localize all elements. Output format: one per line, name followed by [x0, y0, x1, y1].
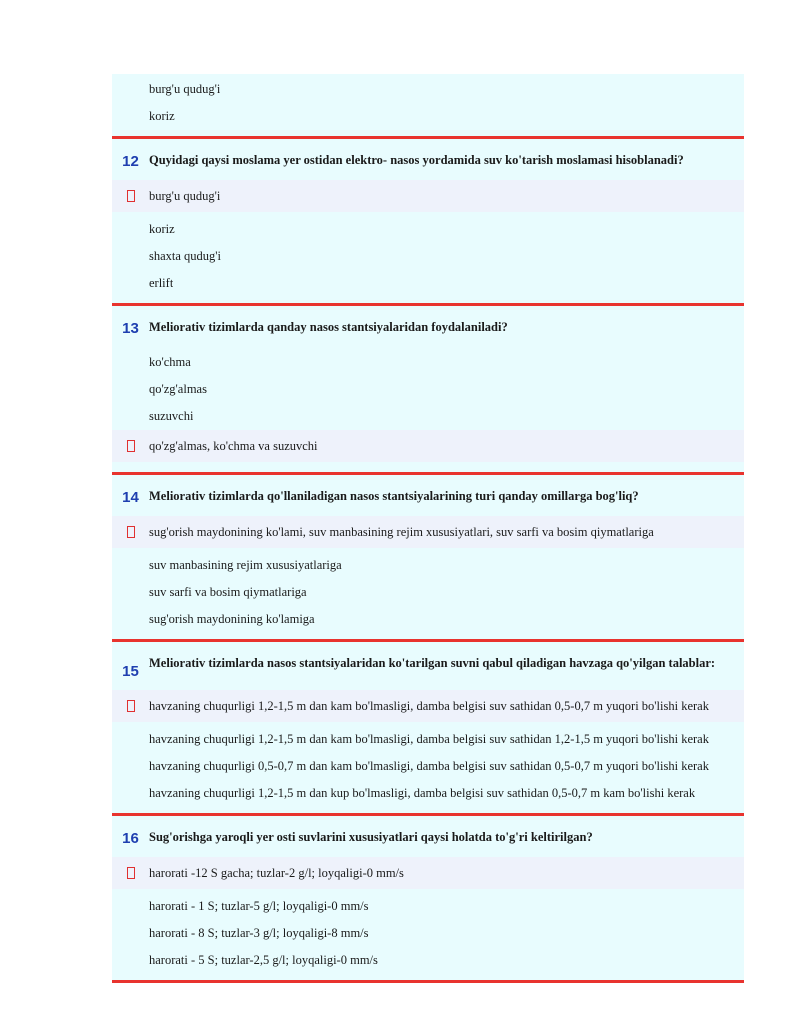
question-text: Sug'orishga yaroqli yer osti suvlarini xususiyatlari qaysi holatda to'g'ri keltirilgan?	[149, 830, 593, 844]
question-header	[112, 642, 744, 686]
option-text: havzaning chuqurligi 1,2-1,5 m dan kam bo'lmasligi, damba belgisi suv sathidan 0,5-0,7 m yuqori bo'lishi kerak	[149, 698, 709, 713]
answer-option[interactable]	[112, 216, 744, 243]
answer-option[interactable]	[112, 243, 744, 270]
question-11-continuation	[112, 74, 744, 136]
question-text: Meliorativ tizimlarda qanday nasos stantsiyalaridan foydalaniladi?	[149, 320, 508, 334]
answer-option[interactable]	[112, 403, 744, 430]
answer-option-correct[interactable]	[112, 430, 744, 462]
option-text: koriz	[149, 222, 175, 236]
question-header	[112, 475, 744, 512]
answer-option[interactable]	[112, 947, 744, 974]
missing-glyph-box-icon	[112, 440, 149, 453]
answer-option-correct[interactable]	[112, 516, 744, 548]
answer-option[interactable]	[112, 270, 744, 297]
answer-option[interactable]	[112, 552, 744, 579]
question-header	[112, 139, 744, 176]
answer-option[interactable]	[112, 753, 744, 780]
question-text: Meliorativ tizimlarda nasos stantsiyalaridan ko'tarilgan suvni qabul qiladigan havzaga qo'yilgan talablar:	[149, 656, 716, 670]
missing-glyph-box-icon	[112, 700, 149, 713]
option-text: burg'u qudug'i	[149, 82, 221, 96]
answer-option-correct[interactable]	[112, 690, 744, 722]
answer-option-correct[interactable]	[112, 180, 744, 212]
option-text: koriz	[149, 109, 175, 123]
question-number: 13	[122, 320, 139, 337]
option-text: burg'u qudug'i	[149, 188, 221, 203]
answer-option-correct[interactable]	[112, 857, 744, 889]
question-13	[112, 306, 744, 472]
missing-glyph-box-icon	[112, 867, 149, 880]
option-text: sug'orish maydonining ko'lamiga	[149, 612, 315, 626]
answer-option[interactable]	[112, 579, 744, 606]
answer-option[interactable]	[112, 349, 744, 376]
question-number: 12	[122, 153, 139, 170]
question-header	[112, 816, 744, 853]
option-text: suv manbasining rejim xususiyatlariga	[149, 558, 342, 572]
option-text: qo'zg'almas, ko'chma va suzuvchi	[149, 438, 318, 453]
answer-option[interactable]	[112, 726, 744, 753]
option-text: havzaning chuqurligi 1,2-1,5 m dan kam bo'lmasligi, damba belgisi suv sathidan 1,2-1,5 m yuqori bo'lishi kerak	[149, 732, 709, 746]
question-12	[112, 139, 744, 303]
option-text: harorati - 5 S; tuzlar-2,5 g/l; loyqaligi-0 mm/s	[149, 953, 378, 967]
option-text: harorati - 1 S; tuzlar-5 g/l; loyqaligi-0 mm/s	[149, 899, 369, 913]
missing-glyph-box-icon	[112, 526, 149, 539]
answer-option[interactable]	[112, 376, 744, 403]
question-number: 14	[122, 489, 139, 506]
question-text: Meliorativ tizimlarda qo'llaniladigan nasos stantsiyalarining turi qanday omillarga bog'liq?	[149, 489, 639, 503]
answer-option[interactable]	[112, 76, 744, 103]
missing-glyph-box-icon	[112, 190, 149, 203]
option-text: sug'orish maydonining ko'lami, suv manbasining rejim xususiyatlari, suv sarfi va bosim qiymatlariga	[149, 524, 654, 539]
option-text: harorati -12 S gacha; tuzlar-2 g/l; loyqaligi-0 mm/s	[149, 865, 404, 880]
test-sheet	[112, 74, 744, 983]
question-number: 15	[122, 663, 139, 680]
question-text: Quyidagi qaysi moslama yer ostidan elektro- nasos yordamida suv ko'tarish moslamasi hisoblanadi?	[149, 153, 684, 167]
answer-option[interactable]	[112, 780, 744, 807]
option-text: ko'chma	[149, 355, 191, 369]
option-text: qo'zg'almas	[149, 382, 207, 396]
answer-option[interactable]	[112, 103, 744, 130]
option-text: havzaning chuqurligi 0,5-0,7 m dan kam bo'lmasligi, damba belgisi suv sathidan 0,5-0,7 m yuqori bo'lishi kerak	[149, 759, 709, 773]
question-separator	[112, 980, 744, 983]
option-text: suzuvchi	[149, 409, 194, 423]
option-text: suv sarfi va bosim qiymatlariga	[149, 585, 307, 599]
option-text: havzaning chuqurligi 1,2-1,5 m dan kup bo'lmasligi, damba belgisi suv sathidan 0,5-0,7 m kam bo'lishi kerak	[149, 786, 696, 800]
question-header	[112, 306, 744, 343]
option-text: harorati - 8 S; tuzlar-3 g/l; loyqaligi-8 mm/s	[149, 926, 369, 940]
question-16	[112, 816, 744, 980]
option-text: shaxta qudug'i	[149, 249, 222, 263]
answer-option[interactable]	[112, 893, 744, 920]
question-14	[112, 475, 744, 639]
question-number: 16	[122, 830, 139, 847]
question-15	[112, 642, 744, 813]
answer-option[interactable]	[112, 606, 744, 633]
option-text: erlift	[149, 276, 174, 290]
answer-option[interactable]	[112, 920, 744, 947]
